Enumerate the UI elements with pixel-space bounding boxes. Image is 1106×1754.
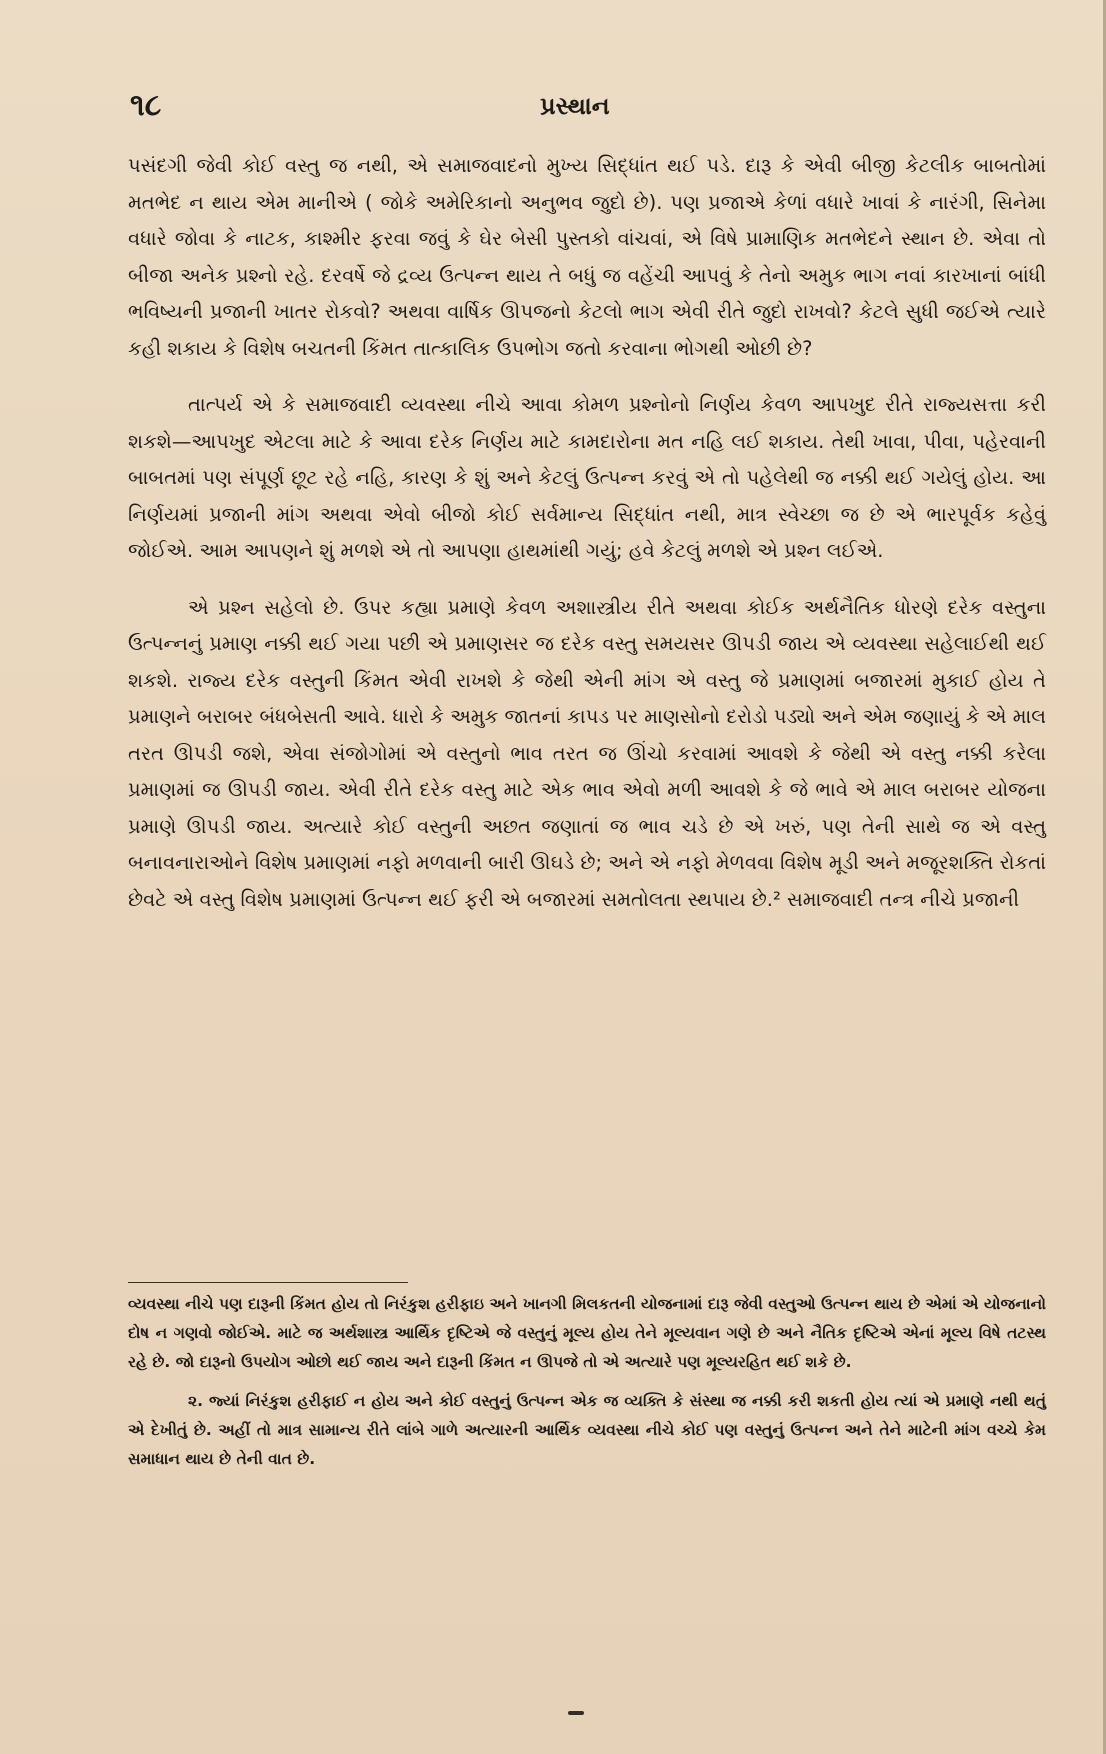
page-number: ૧૮ bbox=[130, 88, 162, 123]
main-text bbox=[128, 148, 1046, 938]
footnote-2: ૨. જ્યાં નિરંકુશ હરીફાઈ ન હોય અને કોઈ વસ્તુનું ઉત્પન્ન એક જ વ્યક્તિ કે સંસ્થા જ નક્કી કરી શકતી હોય ત્યાં એ પ્રમાણે નથી થતું એ દેખીતું છે. અહીં તો માત્ર સામાન્ય રીતે લાંબે ગાળે અત્યારની આર્થિક વ્યવસ્થા નીચે કોઈ પણ વસ્તુનું ઉત્પન્ન અને તેને માટેની માંગ વચ્ચે કેમ સમાધાન થાય છે તેની વાત છે. bbox=[128, 1392, 1046, 1468]
running-title: પ્રસ્થાન bbox=[540, 92, 610, 120]
page-header bbox=[130, 88, 1040, 128]
footnote-1-continued: વ્યવસ્થા નીચે પણ દારૂની કિંમત હોય તો નિરંકુશ હરીફાઇ અને ખાનગી મિલકતની યોજનામાં દારૂ જેવી વસ્તુઓ ઉત્પન્ન થાય છે એમાં એ યોજનાનો દોષ ન ગણવો જોઈએ. માટે જ અર્થશાસ્ત્ર આર્થિક દૃષ્ટિએ જે વસ્તુનું મૂલ્ય હોય તેને મૂલ્યવાન ગણે છે અને નૈતિક દૃષ્ટિએ એનાં મૂલ્ય વિષે તટસ્થ રહે છે. જો દારૂનો ઉપયોગ ઓછો થઈ જાય અને દારૂની કિંમત ન ઊપજે તો એ અત્યારે પણ મૂલ્યરહિત થઈ શકે છે. bbox=[128, 1295, 1047, 1371]
footnote-divider bbox=[128, 1282, 408, 1283]
paragraph-1: પસંદગી જેવી કોઈ વસ્તુ જ નથી, એ સમાજવાદનો મુખ્ય સિદ્ધાંત થઈ પડે. દારૂ કે એવી બીજી કેટલીક બાબતોમાં મતભેદ ન થાય એમ માનીએ ( જોકે અમેરિકાનો અનુભવ જુદો છે). પણ પ્રજાએ કેળાં વધારે ખાવાં કે નારંગી, સિનેમા વધારે જોવા કે નાટક, કાશ્મીર ફરવા જવું કે ઘેર બેસી પુસ્તકો વાંચવાં, એ વિષે પ્રામાણિક મતભેદને સ્થાન છે. એવા તો બીજા અનેક પ્રશ્નો રહે. દરવર્ષે જે દ્રવ્ય ઉત્પન્ન થાય તે બધું જ વહેંચી આપવું કે તેનો અમુક ભાગ નવાં કારખાનાં બાંધી ભવિષ્યની પ્રજાની ખાતર રોકવો? અથવા વાર્ષિક ઊપજનો કેટલો ભાગ એવી રીતે જુદો રાખવો? કેટલે સુધી જઈએ ત્યારે કહી શકાય કે વિશેષ બચતની કિંમત તાત્કાલિક ઉપભોગ જતો કરવાના ભોગથી ઓછી છે? bbox=[128, 154, 1046, 360]
paragraph-3: એ પ્રશ્ન સહેલો છે. ઉપર કહ્યા પ્રમાણે કેવળ અશાસ્ત્રીય રીતે અથવા કોઈક અર્થનૈતિક ધોરણે દરેક વસ્તુના ઉત્પન્નનું પ્રમાણ નક્કી થઈ ગયા પછી એ પ્રમાણસર જ દરેક વસ્તુ સમયસર ઊપડી જાય એ વ્યવસ્થા સહેલાઈથી થઈ શકશે. રાજ્ય દરેક વસ્તુની કિંમત એવી રાખશે કે જેથી એની માંગ એ વસ્તુ જે પ્રમાણમાં બજારમાં મુકાઈ હોય તે પ્રમાણને બરાબર બંધબેસતી આવે. ધારો કે અમુક જાતનાં કાપડ પર માણસોનો દરોડો પડ્યો અને એમ જણાયું કે એ માલ તરત ઊપડી જશે, એવા સંજોગોમાં એ વસ્તુનો ભાવ તરત જ ઊંચો કરવામાં આવશે કે જેથી એ વસ્તુ નક્કી કરેલા પ્રમાણમાં જ ઊપડી જાય. એવી રીતે દરેક વસ્તુ માટે એક ભાવ એવો મળી આવશે કે જે ભાવે એ માલ બરાબર યોજના પ્રમાણે ઊપડી જાય. અત્યારે કોઈ વસ્તુની અછત જણાતાં જ ભાવ ચડે છે એ ખરું, પણ તેની સાથે જ એ વસ્તુ બનાવનારાઓને વિશેષ પ્રમાણમાં નફો મળવાની બારી ઊઘડે છે; અને એ નફો મેળવવા વિશેષ મૂડી અને મજૂરશક્તિ રોકતાં છેવટે એ વસ્તુ વિશેષ પ્રમાણમાં ઉત્પન્ન થઈ ફરી એ બજારમાં સમતોલતા સ્થપાય છે.² સમાજવાદી તન્ત્ર નીચે પ્રજાની bbox=[128, 595, 1046, 911]
footnotes bbox=[128, 1290, 1046, 1484]
signature-mark bbox=[568, 1711, 584, 1715]
paragraph-2: તાત્પર્ય એ કે સમાજવાદી વ્યવસ્થા નીચે આવા કોમળ પ્રશ્નોનો નિર્ણય કેવળ આપખુદ રીતે રાજ્યસત્તા કરી શકશે—આપખુદ એટલા માટે કે આવા દરેક નિર્ણય માટે કામદારોના મત નહિ લઈ શકાય. તેથી ખાવા, પીવા, પહેરવાની બાબતમાં પણ સંપૂર્ણ છૂટ રહે નહિ, કારણ કે શું અને કેટલું ઉત્પન્ન કરવું એ તો પહેલેથી જ નક્કી થઈ ગયેલું હોય. આ નિર્ણયમાં પ્રજાની માંગ અથવા એવો બીજો કોઈ સર્વમાન્ય સિદ્ધાંત નથી, માત્ર સ્વેચ્છા જ છે એ ભારપૂર્વક કહેવું જોઈએ. આમ આપણને શું મળશે એ તો આપણા હાથમાંથી ગયું; હવે કેટલું મળશે એ પ્રશ્ન લઈએ. bbox=[128, 393, 1046, 562]
